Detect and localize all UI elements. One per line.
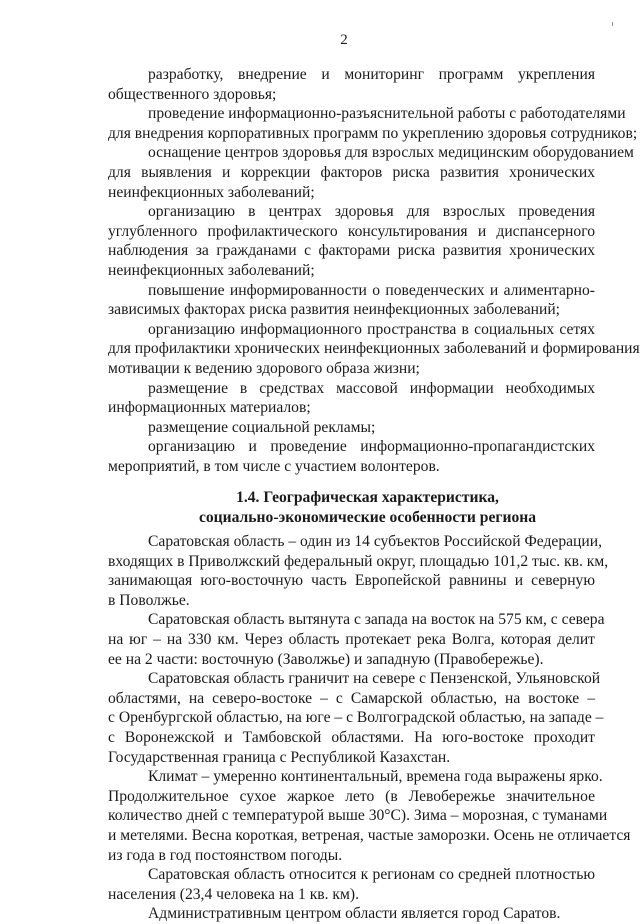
text-line: мотивации к ведению здорового образа жизни;: [108, 359, 420, 377]
text-line: оснащение центров здоровья для взрослых медицинским оборудованием: [148, 144, 634, 162]
paragraph: [108, 904, 595, 924]
text-line: размещение в средствах массовой информации необходимых: [148, 379, 595, 397]
text-line: Климат – умеренно континентальный, времена года выражены ярко.: [148, 768, 603, 786]
text-line: с Оренбургской областью, на юге – с Волгоградской областью, на западе –: [108, 709, 604, 727]
text-line: Государственная граница с Республикой Казахстан.: [108, 748, 451, 766]
text-line: размещение социальной рекламы;: [148, 418, 376, 436]
text-line: Саратовская область относится к регионам со средней плотностью: [148, 866, 595, 884]
text-line: областями, на северо-востоке – с Самарской областью, на востоке –: [108, 689, 595, 707]
paragraph: [108, 281, 595, 320]
paragraph: [108, 202, 595, 280]
text-line: ее на 2 части: восточную (Заволжье) и западную (Правобережье).: [108, 650, 544, 668]
section-heading-line-1: 1.4. Географическая характеристика,: [236, 489, 499, 506]
paragraph: [108, 610, 605, 669]
scan-mark: [612, 22, 613, 26]
paragraph: [108, 65, 595, 104]
text-line: из года в год постоянством погоды.: [108, 846, 343, 864]
paragraph: [108, 320, 640, 379]
text-line: наблюдения за гражданами с факторами риска развития хронических: [108, 242, 595, 260]
text-line: для профилактики хронических неинфекционных заболеваний и формирования: [108, 340, 640, 358]
text-line: информационных материалов;: [108, 399, 311, 417]
section-heading: [108, 488, 595, 527]
section-heading-line-2: социально-экономические особенности региона: [198, 508, 537, 526]
text-line: повышение информированности о поведенческих и алиментарно-: [148, 281, 595, 299]
paragraph: [108, 532, 609, 610]
text-line: для внедрения корпоративных программ по укреплению здоровья сотрудников;: [108, 124, 638, 142]
paragraph: [108, 104, 638, 143]
text-line: с Воронежской и Тамбовской областями. На юго-востоке проходит: [108, 728, 595, 746]
text-line: общественного здоровья;: [108, 85, 277, 103]
section-body: [108, 532, 631, 924]
text-line: Саратовская область вытянута с запада на восток на 575 км, с севера: [148, 611, 605, 629]
paragraph: [108, 143, 634, 202]
text-line: неинфекционных заболеваний;: [108, 183, 315, 201]
text-line: неинфекционных заболеваний;: [108, 261, 315, 279]
text-line: Саратовская область граничит на севере с Пензенской, Ульяновской: [148, 670, 601, 688]
paragraph: [108, 418, 595, 438]
text-line: проведение информационно-разъяснительной работы с работодателями: [148, 105, 626, 123]
text-line: и метелями. Весна короткая, ветреная, частые заморозки. Осень не отличается: [108, 826, 631, 844]
measures-list: [108, 65, 640, 476]
text-line: организацию информационного пространства в социальных сетях: [148, 320, 595, 338]
text-line: организацию и проведение информационно-пропагандистских: [148, 438, 595, 456]
paragraph: [108, 669, 604, 767]
paragraph: [108, 437, 595, 476]
paragraph: [108, 865, 595, 904]
text-line: для выявления и коррекции факторов риска развития хронических: [108, 163, 595, 181]
text-line: населения (23,4 человека на 1 кв. км).: [108, 885, 359, 903]
text-line: организацию в центрах здоровья для взрослых проведения: [148, 203, 595, 221]
text-line: зависимых факторах риска развития неинфекционных заболеваний;: [108, 301, 561, 319]
paragraph: [108, 379, 595, 418]
paragraph: [108, 767, 631, 865]
text-line: в Поволжье.: [108, 591, 190, 609]
text-line: мероприятий, в том числе с участием волонтеров.: [108, 457, 440, 475]
text-line: Саратовская область – один из 14 субъектов Российской Федерации,: [148, 533, 602, 550]
text-line: углубленного профилактического консультирования и диспансерного: [108, 222, 595, 240]
text-line: входящих в Приволжский федеральный округ, площадью 101,2 тыс. кв. км,: [108, 552, 609, 570]
text-line: занимающая юго-восточную часть Европейской равнины и северную: [108, 572, 595, 590]
text-line: Административным центром области является город Саратов.: [148, 905, 561, 923]
text-line: на юг – на 330 км. Через область протекает река Волга, которая делит: [108, 630, 595, 648]
text-line: количество дней с температурой выше 30°С). Зима – морозная, с туманами: [108, 807, 608, 825]
page-number: 2: [340, 32, 348, 48]
text-line: Продолжительное сухое жаркое лето (в Левобережье значительное: [108, 787, 595, 805]
text-line: разработку, внедрение и мониторинг программ укрепления: [148, 66, 595, 83]
